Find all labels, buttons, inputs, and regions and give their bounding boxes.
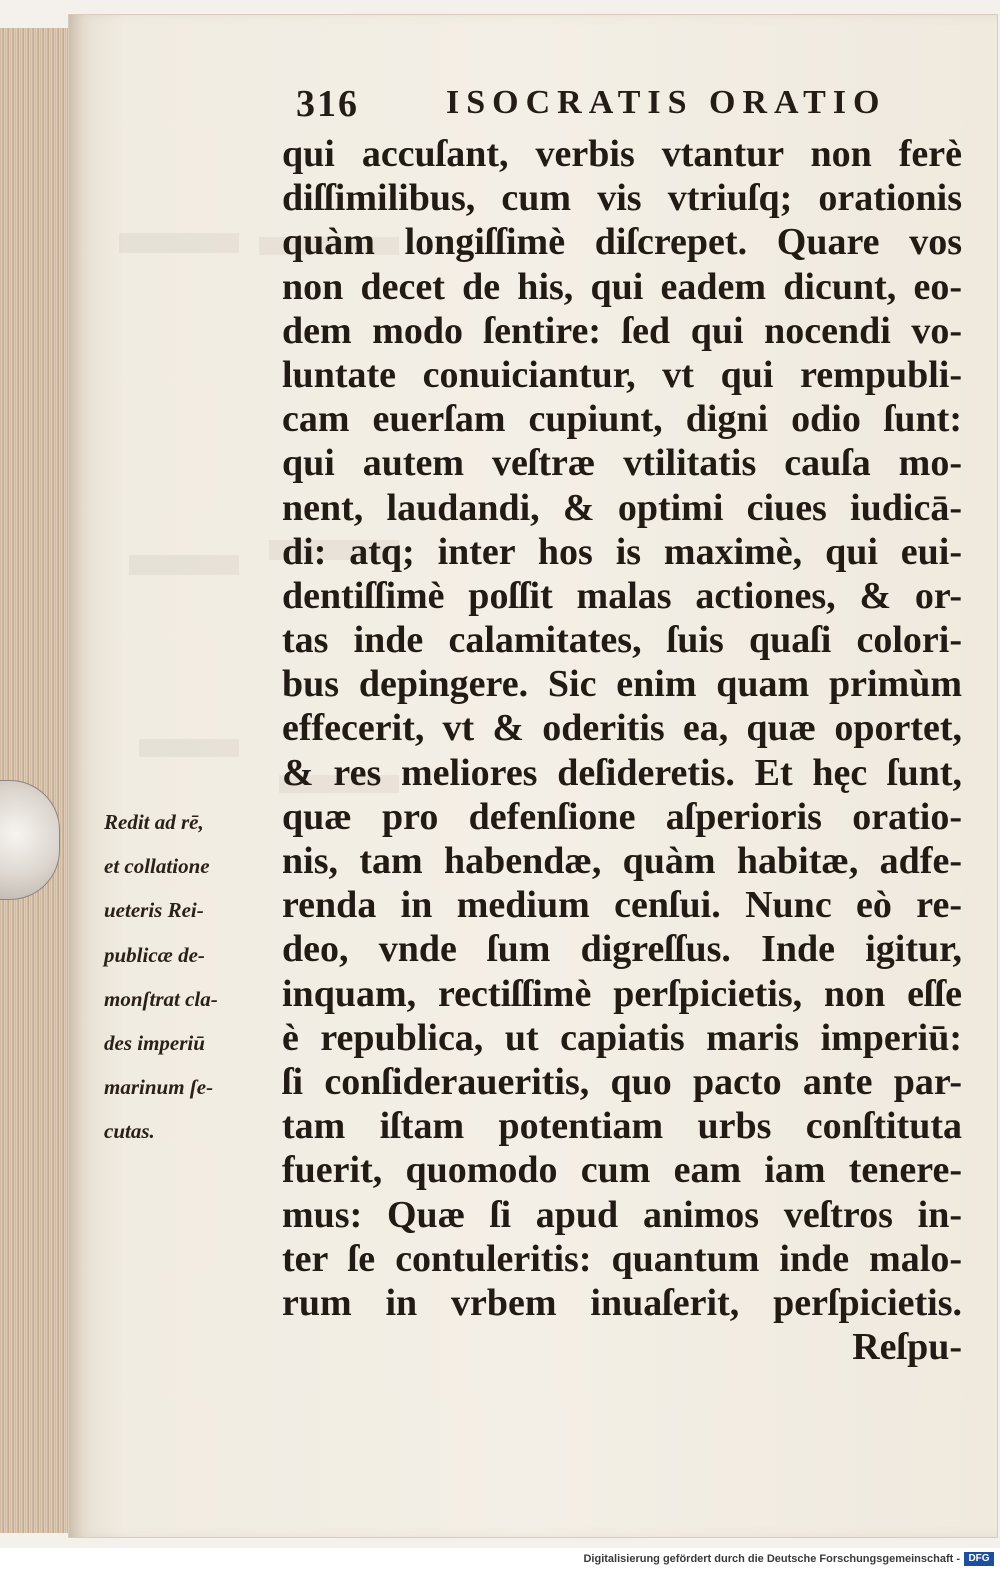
text-line: luntate conuiciantur, vt qui rempubli-: [282, 353, 962, 396]
marginal-note-line: publicæ de-: [104, 942, 205, 967]
text-line: quàm longiſſimè diſcrepet. Quare vos: [282, 221, 962, 264]
text-line: bus depingere. Sic enim quam primùm: [282, 663, 962, 706]
text-line: qui autem veſtræ vtilitatis cauſa mo-: [282, 442, 962, 485]
text-line: dem modo ſentire: ſed qui nocendi vo-: [282, 309, 962, 352]
text-line: nent, laudandi, & optimi ciues iudicā-: [282, 486, 962, 529]
marginal-note-line: et collatione: [104, 854, 210, 879]
text-line: qui accuſant, verbis vtantur non ferè: [282, 133, 962, 175]
text-line: ter ſe contuleritis: quantum inde malo-: [282, 1237, 962, 1280]
text-line: diſſimilibus, cum vis vtriuſq; orationis: [282, 177, 962, 220]
text-line: renda in medium cenſui. Nunc eò re-: [282, 884, 962, 927]
text-line: è republica, ut capiatis maris imperiū:: [282, 1016, 962, 1059]
marginal-note-line: cutas.: [104, 1119, 155, 1144]
marginal-note-line: marinum ſe-: [104, 1075, 214, 1100]
dfg-logo: DFG: [964, 1552, 994, 1566]
text-line: non decet de his, qui eadem dicunt, eo-: [282, 265, 962, 308]
text-line: tam iſtam potentiam urbs conſtituta: [282, 1105, 962, 1148]
text-line: fuerit, quomodo cum eam iam tenere-: [282, 1149, 962, 1192]
text-line: deo, vnde ſum digreſſus. Inde igitur,: [282, 928, 962, 971]
text-line: mus: Quæ ſi apud animos veſtros in-: [282, 1193, 962, 1236]
running-title: ISOCRATIS ORATIO: [446, 84, 887, 121]
text-line: inquam, rectiſſimè perſpicietis, non eſſe: [282, 972, 962, 1015]
digitization-footer: [0, 1548, 1000, 1573]
page-header: [296, 82, 936, 126]
funding-credit: Digitalisierung gefördert durch die Deutsche Forschungsgemeinschaft -: [583, 1553, 960, 1565]
page-number: 316: [296, 83, 359, 125]
show-through-mark: [139, 739, 239, 757]
body-text: [282, 132, 962, 1369]
text-line: effecerit, vt & oderitis ea, quæ oportet,: [282, 707, 962, 750]
text-line: dentiſſimè poſſit malas actiones, & or-: [282, 574, 962, 617]
text-line: & res meliores deſideretis. Et hęc ſunt,: [282, 751, 962, 794]
show-through-mark: [129, 555, 239, 575]
marginal-note-line: Redit ad rē,: [104, 810, 204, 834]
text-line: rum in vrbem inuaſerit, perſpicietis.: [282, 1281, 962, 1324]
marginal-note-line: des imperiū: [104, 1030, 205, 1055]
text-line: di: atq; inter hos is maximè, qui eui-: [282, 530, 962, 573]
text-line: cam euerſam cupiunt, digni odio ſunt:: [282, 398, 962, 441]
text-line: quæ pro defenſione aſperioris oratio-: [282, 795, 962, 838]
text-line: tas inde calamitates, ſuis quaſi colori-: [282, 619, 962, 662]
show-through-mark: [119, 233, 239, 253]
marginal-note-line: ueteris Rei-: [104, 898, 204, 923]
text-line: ſi conſideraueritis, quo pacto ante par-: [282, 1060, 962, 1103]
marginal-note: [104, 800, 274, 1154]
text-line: nis, tam habendæ, quàm habitæ, adfe-: [282, 840, 962, 882]
marginal-note-line: monſtrat cla-: [104, 986, 218, 1011]
catchword: Reſpu-: [852, 1326, 962, 1369]
